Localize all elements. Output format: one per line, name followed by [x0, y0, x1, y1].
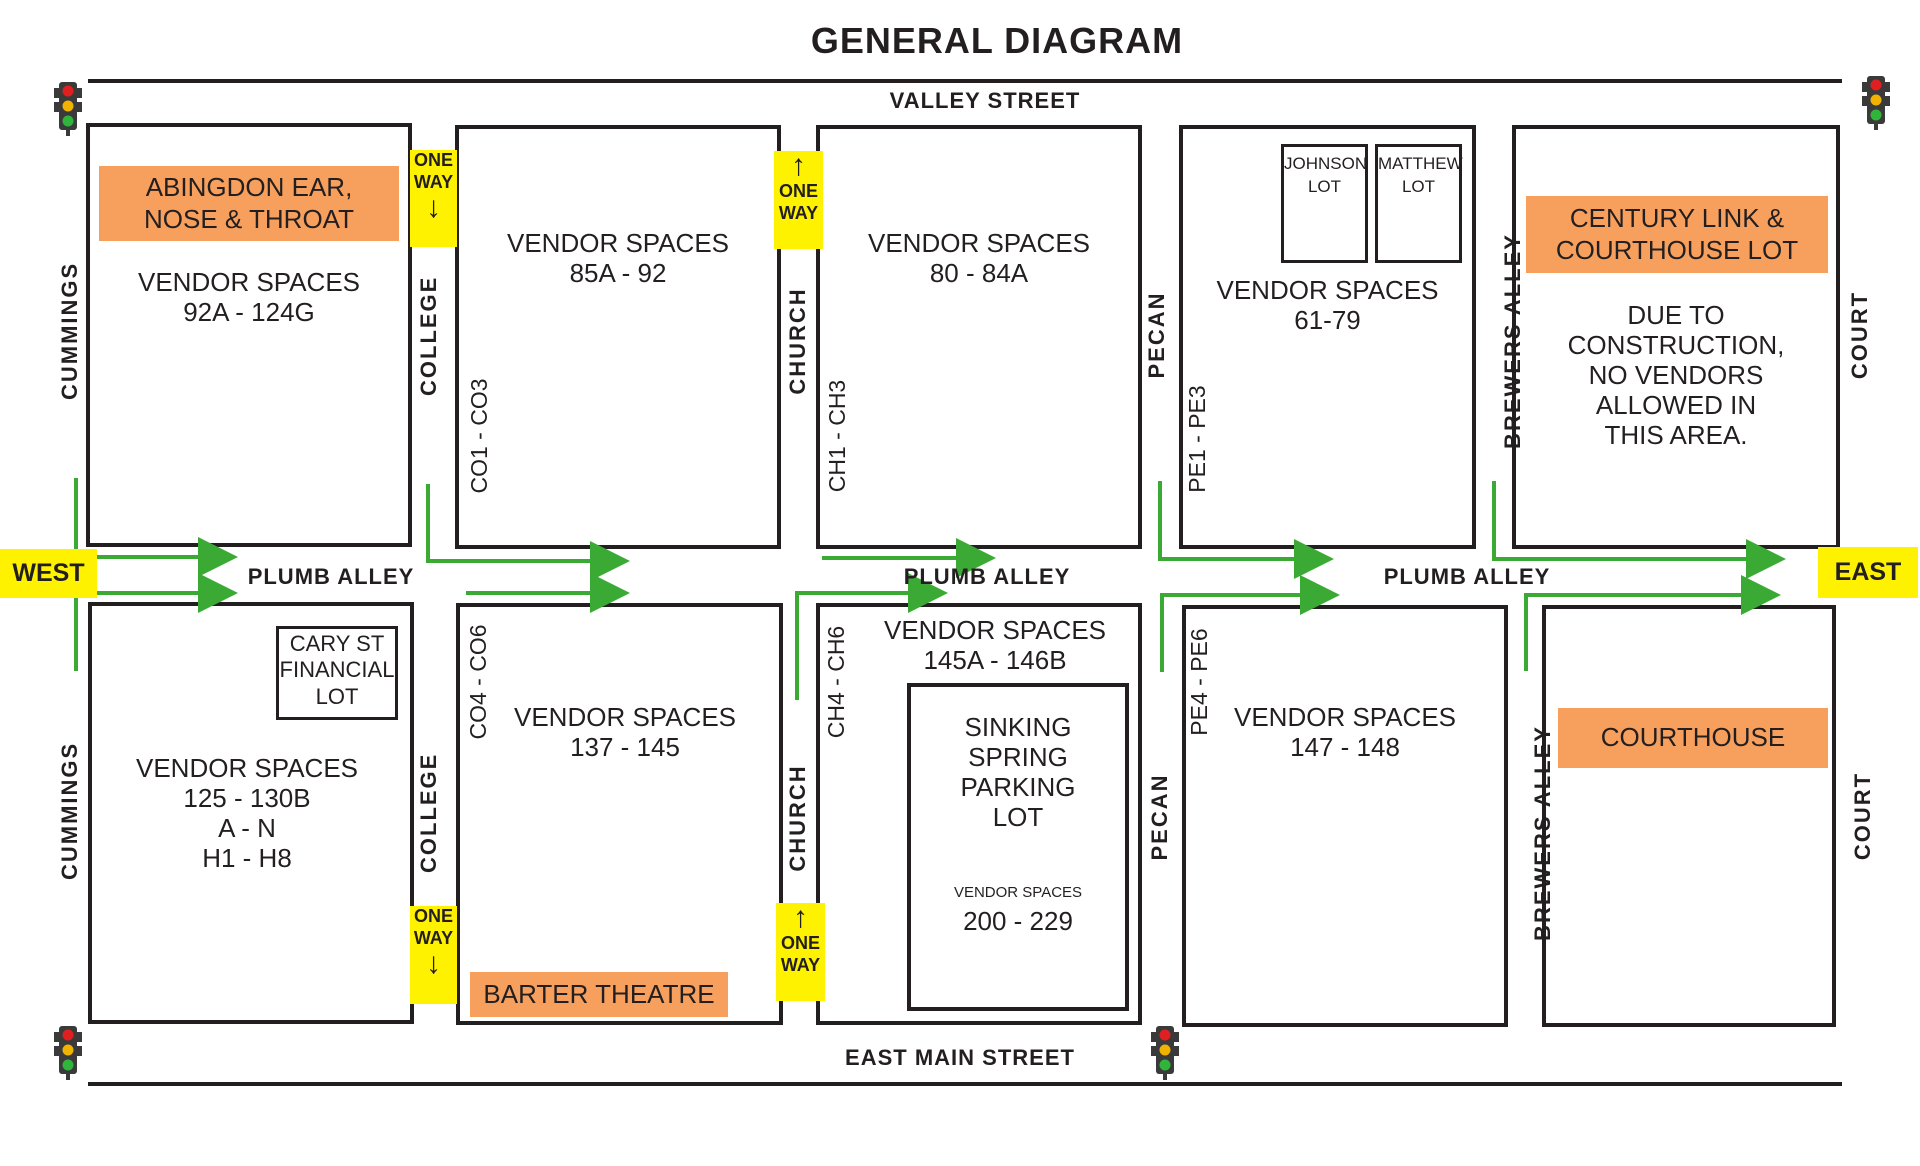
arrow-up-icon: ↑ — [793, 901, 808, 934]
block-1-vendor-spaces: VENDOR SPACES 92A - 124G — [137, 267, 360, 327]
matthew-lot: MATTHEW LOT — [1375, 144, 1462, 263]
church-street-south: CHURCH — [785, 764, 810, 872]
cummings-street-south: CUMMINGS — [57, 741, 82, 880]
pecan-range-north: PE1 - PE3 — [1184, 385, 1210, 493]
pecan-street-south: PECAN — [1147, 773, 1172, 861]
traffic-light-icon — [54, 1026, 82, 1080]
block-9 — [1184, 607, 1506, 1025]
abingdon-ent-label: ABINGDON EAR, NOSE & THROAT — [99, 166, 399, 241]
traffic-light-icon — [1862, 76, 1890, 130]
arrow-down-icon: ↓ — [426, 191, 441, 225]
block-3 — [818, 127, 1140, 547]
block-6-vendor-spaces: VENDOR SPACES 125 - 130B A - N H1 - H8 — [135, 753, 358, 873]
block-8-vendor-spaces: VENDOR SPACES 145A - 146B — [883, 615, 1106, 675]
sinking-spring-vendor-range: 200 - 229 — [963, 906, 1073, 936]
church-range-north: CH1 - CH3 — [824, 379, 850, 493]
east-main-street-label: EAST MAIN STREET — [845, 1045, 1075, 1070]
college-street-north: COLLEGE — [416, 275, 441, 396]
plumb-alley-label-west: PLUMB ALLEY — [247, 564, 415, 589]
cummings-street-north: CUMMINGS — [57, 261, 82, 400]
college-range-north: CO1 - CO3 — [466, 378, 492, 494]
plumb-alley-label-east: PLUMB ALLEY — [1383, 564, 1551, 589]
block-2 — [457, 127, 779, 547]
one-way-sign-church-south: ↑ ONE WAY — [776, 903, 825, 1001]
pecan-street-north: PECAN — [1144, 291, 1169, 379]
church-street-north: CHURCH — [785, 287, 810, 395]
block-5-construction-notice: DUE TO CONSTRUCTION, NO VENDORS ALLOWED IN THIS AREA. — [1567, 300, 1785, 450]
sinking-spring-lot-label: SINKING SPRING PARKING LOT — [960, 712, 1076, 832]
johnson-lot: JOHNSON LOT — [1281, 144, 1368, 263]
valley-street-label: VALLEY STREET — [889, 88, 1081, 113]
block-7-vendor-spaces: VENDOR SPACES 137 - 145 — [513, 702, 736, 762]
block-4-vendor-spaces: VENDOR SPACES 61-79 — [1216, 275, 1439, 335]
sinking-spring-vendor-label: VENDOR SPACES — [953, 884, 1083, 901]
one-way-sign-college-south: ONE WAY ↓ — [410, 906, 457, 1004]
court-street-south: COURT — [1850, 771, 1875, 861]
one-way-sign-college-north: ONE WAY ↓ — [410, 150, 457, 247]
court-street-north: COURT — [1847, 290, 1872, 380]
one-way-sign-church-north: ↑ ONE WAY — [774, 151, 823, 249]
pecan-range-south: PE4 - PE6 — [1186, 628, 1212, 736]
brewers-alley-south: BREWERS ALLEY — [1530, 725, 1555, 941]
block-9-vendor-spaces: VENDOR SPACES 147 - 148 — [1233, 702, 1456, 762]
block-7 — [458, 605, 781, 1023]
block-10 — [1544, 607, 1834, 1025]
west-direction-label: WEST — [0, 549, 97, 598]
century-link-label: CENTURY LINK & COURTHOUSE LOT — [1526, 196, 1828, 273]
arrow-up-icon: ↑ — [791, 149, 806, 182]
arrow-down-icon: ↓ — [426, 947, 441, 981]
courthouse-label: COURTHOUSE — [1558, 708, 1828, 768]
east-direction-label: EAST — [1818, 547, 1918, 598]
traffic-light-icon — [1151, 1026, 1179, 1080]
diagram-title: GENERAL DIAGRAM — [810, 20, 1184, 61]
block-2-vendor-spaces: VENDOR SPACES 85A - 92 — [506, 228, 729, 288]
college-street-south: COLLEGE — [416, 752, 441, 873]
traffic-light-icon — [54, 82, 82, 136]
barter-theatre-label: BARTER THEATRE — [470, 972, 728, 1017]
plumb-alley-label-mid: PLUMB ALLEY — [903, 564, 1071, 589]
block-3-vendor-spaces: VENDOR SPACES 80 - 84A — [867, 228, 1090, 288]
college-range-south: CO4 - CO6 — [465, 624, 491, 740]
church-range-south: CH4 - CH6 — [823, 625, 849, 739]
brewers-alley-north: BREWERS ALLEY — [1500, 233, 1525, 449]
cary-st-financial-lot: CARY ST FINANCIAL LOT — [276, 626, 398, 720]
